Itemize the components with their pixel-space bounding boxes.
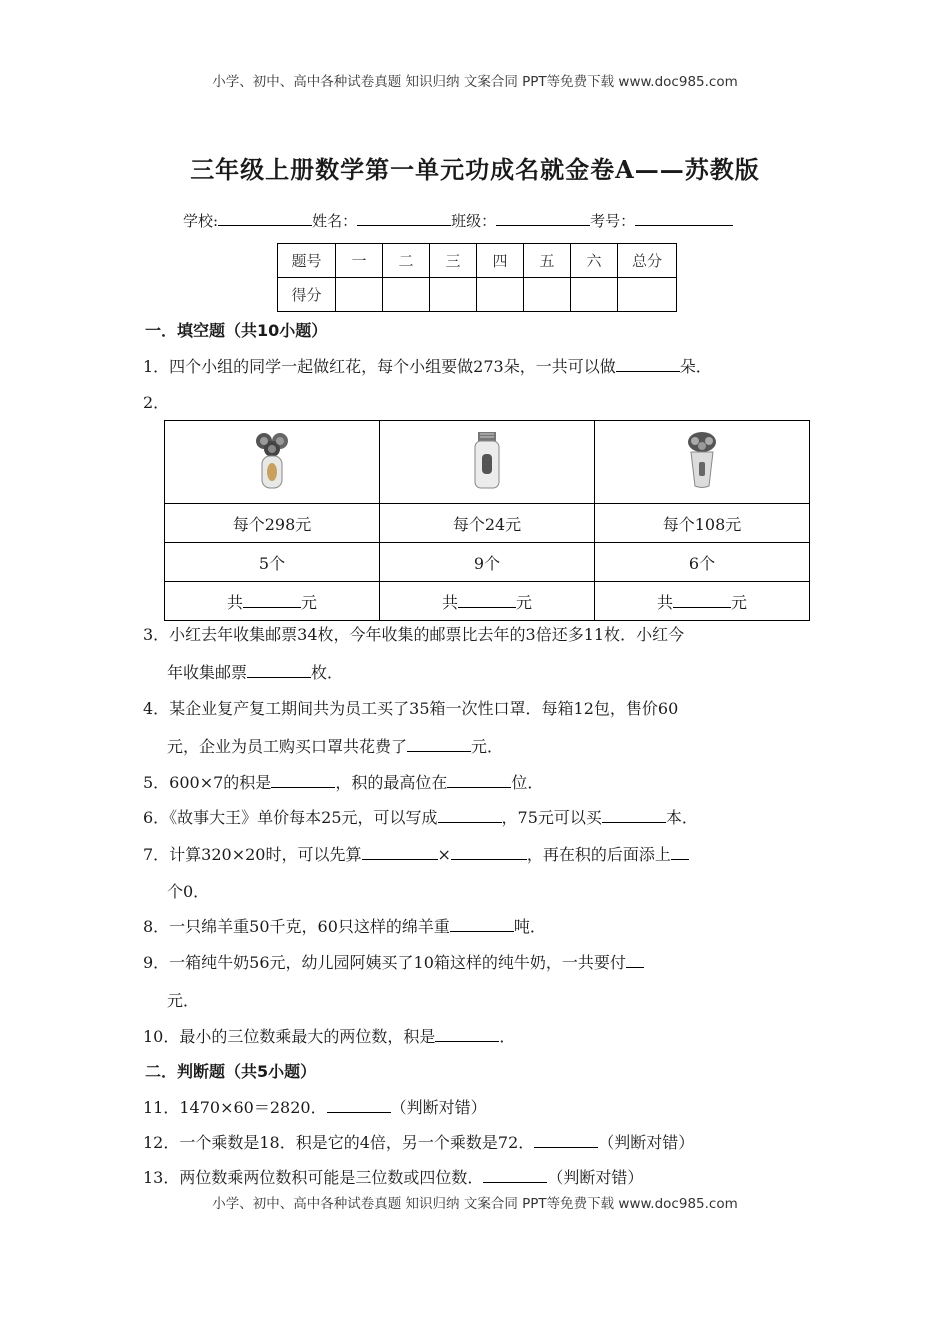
score-header-cell: 三 [430,244,477,278]
class-field[interactable] [496,211,590,226]
product-table [164,420,810,621]
answer-blank[interactable] [327,1097,391,1113]
score-row [278,278,677,312]
score-cell[interactable] [571,278,618,312]
total-cell: 共 元 [165,582,380,621]
score-header-cell: 总分 [618,244,677,278]
page-title: 三年级上册数学第一单元功成名就金卷A——苏教版 [190,155,760,184]
answer-blank[interactable] [671,844,689,860]
question-12: 12．一个乘数是18．积是它的4倍，另一个乘数是72． （判断对错） [143,1133,695,1152]
count-cell: 6个 [595,543,810,582]
answer-blank[interactable] [673,592,731,608]
page-header: 小学、初中、高中各种试卷真题 知识归纳 文案合同 PPT等免费下载 www.doc985.com [212,74,738,90]
question-5: 5．600×7的积是 ，积的最高位在 位． [143,773,544,792]
score-table [277,243,677,312]
price-row [165,504,810,543]
question-10: 10．最小的三位数乘最大的两位数，积是 ． [143,1027,516,1046]
count-cell: 9个 [380,543,595,582]
question-9: 9．一箱纯牛奶56元，幼儿园阿姨买了10箱这样的纯牛奶，一共要付 [143,950,644,973]
question-7-cont: 个0． [167,882,210,901]
product-image-cell [380,421,595,504]
total-cell: 共 元 [595,582,810,621]
score-cell[interactable] [430,278,477,312]
section-true-false-title: 二．判断题（共5小题） [145,1062,317,1081]
score-header-cell: 一 [336,244,383,278]
class-label: 班级： [451,212,497,230]
school-label: 学校: [183,212,219,230]
score-cell[interactable] [383,278,430,312]
product-image-cell [595,421,810,504]
exam-no-label: 考号： [590,212,636,230]
question-4-cont: 元，企业为员工购买口罩共花费了 元． [167,737,504,756]
product-image-cell [165,421,380,504]
answer-blank[interactable] [626,952,644,968]
answer-blank[interactable] [438,807,502,823]
total-cell: 共 元 [380,582,595,621]
score-header-cell: 二 [383,244,430,278]
question-11: 11．1470×60＝2820． （判断对错） [143,1098,487,1117]
answer-blank[interactable] [450,916,514,932]
question-3-cont: 年收集邮票 枚． [167,663,344,682]
price-cell: 每个298元 [165,504,380,543]
score-cell[interactable] [336,278,383,312]
question-9-cont: 元． [167,991,200,1010]
question-8: 8．一只绵羊重50千克，60只这样的绵羊重 吨． [143,917,546,936]
question-4: 4．某企业复产复工期间共为员工买了35箱一次性口罩．每箱12包，售价60 [143,699,679,718]
count-row [165,543,810,582]
question-13: 13．两位数乘两位数积可能是三位数或四位数． （判断对错） [143,1168,644,1187]
question-7: 7．计算320×20时，可以先算 × ，再在积的后面添上 [143,842,689,865]
question-1: 1．四个小组的同学一起做红花，每个小组要做273朵，一共可以做 朵． [143,357,712,376]
price-cell: 每个108元 [595,504,810,543]
question-2-label: 2． [143,393,170,412]
score-cell[interactable] [524,278,571,312]
answer-blank[interactable] [616,356,680,372]
price-cell: 每个24元 [380,504,595,543]
question-3: 3．小红去年收集邮票34枚，今年收集的邮票比去年的3倍还多11枚．小红今 [143,625,685,644]
answer-blank[interactable] [483,1167,547,1183]
count-cell: 5个 [165,543,380,582]
answer-blank[interactable] [447,772,511,788]
school-field[interactable] [218,211,312,226]
score-cell[interactable] [477,278,524,312]
shaver-icon [252,430,292,490]
total-row [165,582,810,621]
score-header-row [278,244,677,278]
score-header-cell: 五 [524,244,571,278]
answer-blank[interactable] [534,1132,598,1148]
score-header-cell: 四 [477,244,524,278]
score-row-label: 得分 [278,278,336,312]
answer-blank[interactable] [247,662,311,678]
name-field[interactable] [357,211,451,226]
page-footer: 小学、初中、高中各种试卷真题 知识归纳 文案合同 PPT等免费下载 www.doc985.com [212,1196,738,1212]
answer-blank[interactable] [407,736,471,752]
score-cell[interactable] [618,278,677,312]
product-image-row [165,421,810,504]
answer-blank[interactable] [602,807,666,823]
score-header-cell: 题号 [278,244,336,278]
answer-blank[interactable] [435,1026,499,1042]
answer-blank[interactable] [451,844,527,860]
student-info [183,210,733,231]
rotary-shaver-icon [683,430,721,490]
score-header-cell: 六 [571,244,618,278]
answer-blank[interactable] [362,844,438,860]
section-fill-in-title: 一．填空题（共10小题） [145,321,328,340]
exam-no-field[interactable] [635,211,733,226]
answer-blank[interactable] [243,592,301,608]
question-6: 6．《故事大王》单价每本25元，可以写成 ，75元可以买 本． [143,808,698,827]
trimmer-icon [470,430,504,490]
name-label: 姓名： [312,212,358,230]
answer-blank[interactable] [458,592,516,608]
answer-blank[interactable] [271,772,335,788]
